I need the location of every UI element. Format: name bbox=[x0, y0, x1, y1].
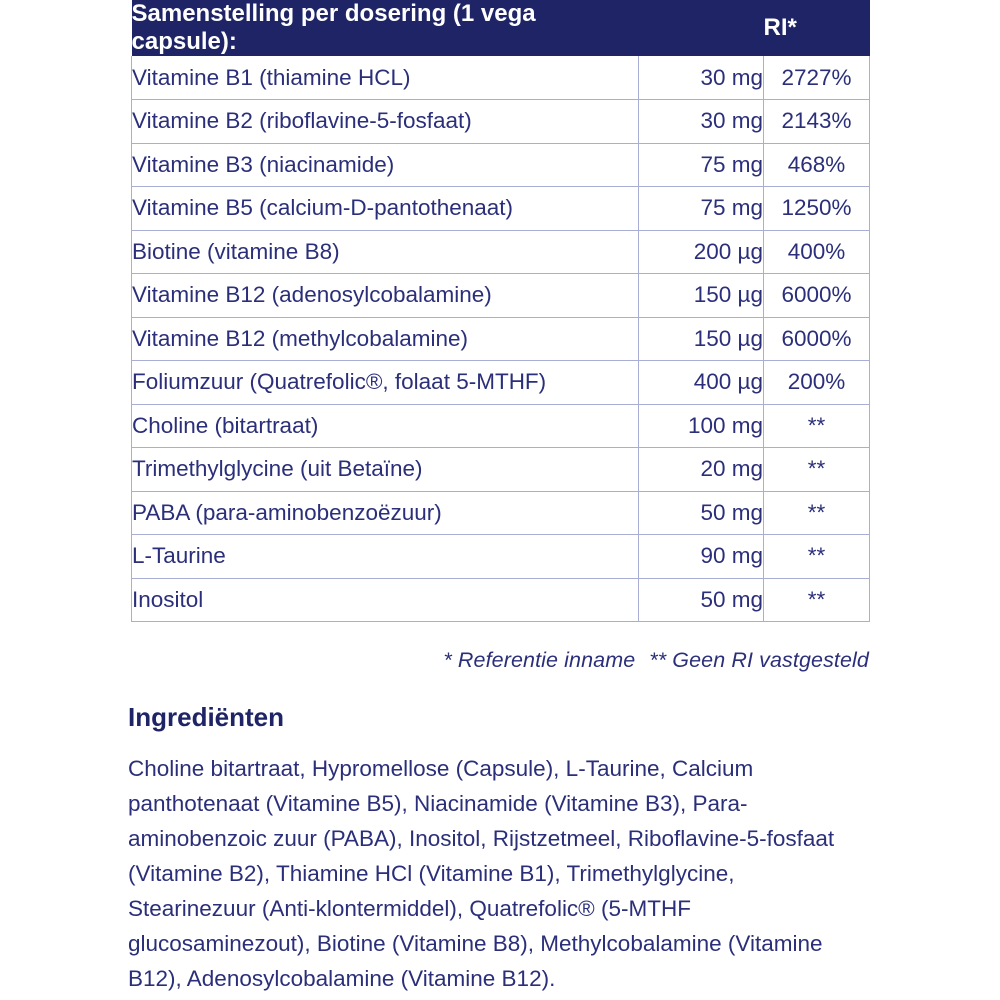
nutrient-amount: 90 mg bbox=[639, 535, 764, 579]
nutrient-ri: ** bbox=[764, 448, 870, 492]
footnote-no-ri: ** Geen RI vastgesteld bbox=[649, 648, 869, 672]
nutrient-ri: 200% bbox=[764, 361, 870, 405]
ingredients-heading: Ingrediënten bbox=[128, 702, 285, 732]
footnote-ri: * Referentie inname bbox=[443, 648, 636, 672]
table-row bbox=[132, 578, 870, 622]
table-row bbox=[132, 535, 870, 579]
nutrient-name: Vitamine B5 (calcium-D-pantothenaat) bbox=[132, 187, 639, 231]
nutrient-name: Vitamine B1 (thiamine HCL) bbox=[132, 56, 639, 100]
ingredients-text: Choline bitartraat, Hypromellose (Capsule), L-Taurine, Calcium panthotenaat (Vitamine B5), Niacinamide (Vitamine B3), Para-aminobenzoic zuur (PABA), Inositol, Rijstzetmeel, Riboflavine-5-fosfaat (Vitamine B2), Thiamine HCl (Vitamine B1), Trimethylglycine, Stearinezuur (Anti-klontermiddel), Quatrefolic® (5-MTHF glucosaminezout), Biotine (Vitamine B8), Methylcobalamine (Vitamine B12), Adenosylcobalamine (Vitamine B12). bbox=[128, 756, 835, 991]
table-row bbox=[132, 361, 870, 405]
nutrient-ri: 468% bbox=[764, 143, 870, 187]
table-header bbox=[132, 0, 870, 56]
nutrient-ri: ** bbox=[764, 404, 870, 448]
nutrient-name: Vitamine B12 (adenosylcobalamine) bbox=[132, 274, 639, 318]
nutrient-ri: 1250% bbox=[764, 187, 870, 231]
nutrient-amount: 75 mg bbox=[639, 187, 764, 231]
nutrient-amount: 150 µg bbox=[639, 274, 764, 318]
header-ri: RI* bbox=[763, 14, 797, 41]
table-row bbox=[132, 187, 870, 231]
nutrient-ri: 2143% bbox=[764, 100, 870, 144]
nutrient-amount: 75 mg bbox=[639, 143, 764, 187]
table-header-row bbox=[132, 0, 870, 56]
header-composition-title: Samenstelling per dosering (1 vega capsule): bbox=[131, 0, 536, 55]
nutrient-name: Vitamine B2 (riboflavine-5-fosfaat) bbox=[132, 100, 639, 144]
table-row bbox=[132, 274, 870, 318]
nutrient-name: Trimethylglycine (uit Betaïne) bbox=[132, 448, 639, 492]
nutrient-ri: ** bbox=[764, 491, 870, 535]
nutrient-amount: 150 µg bbox=[639, 317, 764, 361]
table-body bbox=[132, 56, 870, 622]
nutrient-amount: 50 mg bbox=[639, 491, 764, 535]
table-footnote bbox=[131, 648, 869, 673]
table-row bbox=[132, 448, 870, 492]
nutrient-name: Foliumzuur (Quatrefolic®, folaat 5-MTHF) bbox=[132, 361, 639, 405]
table-row bbox=[132, 491, 870, 535]
nutrient-name: Inositol bbox=[132, 578, 639, 622]
nutrient-ri: ** bbox=[764, 578, 870, 622]
nutrient-amount: 30 mg bbox=[639, 100, 764, 144]
nutrient-ri: 2727% bbox=[764, 56, 870, 100]
nutrient-amount: 50 mg bbox=[639, 578, 764, 622]
nutrient-ri: 400% bbox=[764, 230, 870, 274]
table-row bbox=[132, 100, 870, 144]
nutrient-ri: 6000% bbox=[764, 317, 870, 361]
nutrient-ri: ** bbox=[764, 535, 870, 579]
nutrition-table bbox=[131, 0, 870, 622]
nutrient-name: Biotine (vitamine B8) bbox=[132, 230, 639, 274]
nutrient-name: L-Taurine bbox=[132, 535, 639, 579]
nutrient-name: Vitamine B12 (methylcobalamine) bbox=[132, 317, 639, 361]
nutrient-amount: 400 µg bbox=[639, 361, 764, 405]
table-row bbox=[132, 317, 870, 361]
nutrient-name: Vitamine B3 (niacinamide) bbox=[132, 143, 639, 187]
table-row bbox=[132, 56, 870, 100]
table-row bbox=[132, 404, 870, 448]
nutrient-amount: 20 mg bbox=[639, 448, 764, 492]
table-row bbox=[132, 143, 870, 187]
nutrient-ri: 6000% bbox=[764, 274, 870, 318]
nutrient-name: Choline (bitartraat) bbox=[132, 404, 639, 448]
nutrient-amount: 30 mg bbox=[639, 56, 764, 100]
table-row bbox=[132, 230, 870, 274]
nutrient-name: PABA (para-aminobenzoëzuur) bbox=[132, 491, 639, 535]
nutrient-amount: 200 µg bbox=[639, 230, 764, 274]
nutrient-amount: 100 mg bbox=[639, 404, 764, 448]
header-amount bbox=[639, 0, 764, 56]
